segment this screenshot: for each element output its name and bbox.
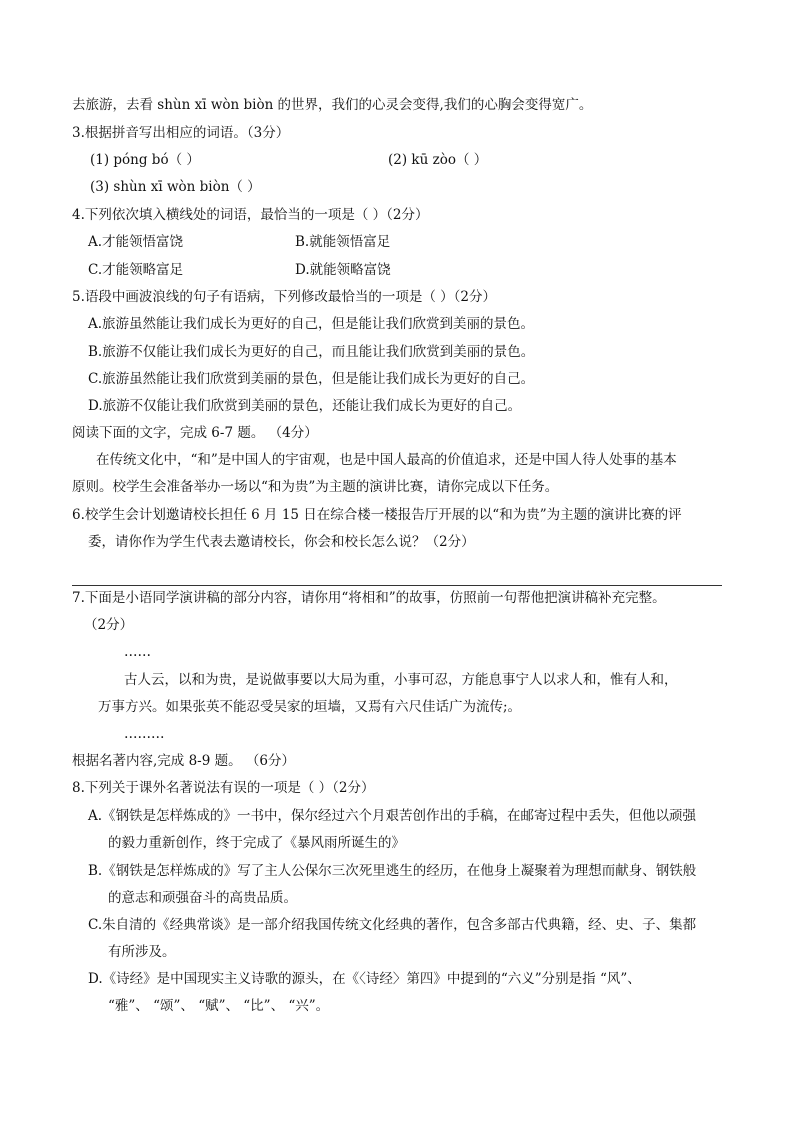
ellipsis-bottom: ………: [124, 726, 165, 742]
question-8-option-d-line-2: “雅”、 “颂”、 “赋”、 “比”、 “兴”。: [108, 998, 330, 1014]
question-7-line-1: 7.下面是小语同学演讲稿的部分内容，请你用“将相和”的故事，仿照前一句帮他把演讲稿补充完整。: [72, 590, 666, 606]
question-4-option-b: B.就能领悟富足: [295, 234, 391, 250]
question-5-option-a: A.旅游虽然能让我们成长为更好的自己，但是能让我们欣赏到美丽的景色。: [88, 316, 535, 332]
intro-line: 去旅游，去看 shùn xī wòn biòn 的世界，我们的心灵会变得,我们的心胸会变得宽广。: [72, 97, 593, 113]
question-3: 3.根据拼音写出相应的词语。（3分）: [72, 125, 290, 141]
question-5: 5.语段中画波浪线的句子有语病，下列修改最恰当的一项是（ ）（2分）: [72, 289, 497, 305]
question-5-option-c: C.旅游虽然能让我们欣赏到美丽的景色，但是能让我们成长为更好的自己。: [88, 371, 535, 387]
question-8-option-a-line-1: A.《钢铁是怎样炼成的》一书中，保尔经过六个月艰苦创作出的手稿，在邮寄过程中丢失，但他以顽强: [88, 808, 697, 824]
question-4: 4.下列依次填入横线处的词语，最恰当的一项是（ ）（2分）: [72, 207, 429, 223]
passage-line-2: 原则。校学生会准备举办一场以“和为贵”为主题的演讲比赛，请你完成以下任务。: [72, 479, 559, 495]
question-4-option-a: A.才能领悟富饶: [88, 234, 184, 250]
question-4-option-d: D.就能领略富饶: [295, 262, 391, 278]
answer-line: [72, 585, 722, 586]
question-4-option-c: C.才能领略富足: [88, 262, 184, 278]
passage-line-1: 在传统文化中，“和”是中国人的宇宙观，也是中国人最高的价值追求，还是中国人待人处事的基本: [96, 452, 677, 468]
question-6-line-2: 委，请你作为学生代表去邀请校长，你会和校长怎么说？（2分）: [88, 534, 475, 550]
question-5-option-b: B.旅游不仅能让我们成长为更好的自己，而且能让我们欣赏到美丽的景色。: [88, 344, 535, 360]
question-7-line-2: （2分）: [84, 617, 134, 633]
ellipsis-top: ……: [124, 644, 151, 660]
speech-line-2: 万事方兴。如果张英不能忍受吴家的垣墙，又焉有六尺佳话广为流传;。: [98, 699, 522, 715]
reading-8-9-heading: 根据名著内容,完成 8-9 题。 （6分）: [72, 753, 295, 769]
reading-6-7-heading: 阅读下面的文字，完成 6-7 题。 （4分）: [72, 425, 318, 441]
question-3-item-2: (2) kū zòo（ ）: [388, 152, 488, 168]
speech-line-1: 古人云，以和为贵，是说做事要以大局为重，小事可忍，方能息事宁人以求人和，惟有人和，: [124, 672, 678, 688]
question-8-option-c-line-2: 有所涉及。: [108, 944, 176, 960]
question-8-option-c-line-1: C.朱自清的《经典常谈》是一部介绍我国传统文化经典的著作，包含多部古代典籍，经、史、子、集都: [88, 917, 697, 933]
question-8: 8.下列关于课外名著说法有误的一项是（ ）（2分）: [72, 780, 375, 796]
question-8-option-b-line-2: 的意志和顽强奋斗的高贵品质。: [108, 890, 297, 906]
question-8-option-d-line-1: D.《诗经》是中国现实主义诗歌的源头，在《〈诗经〉第四》中提到的“六义”分别是指 “风”、: [88, 971, 641, 987]
question-8-option-a-line-2: 的毅力重新创作，终于完成了《暴风雨所诞生的》: [108, 835, 405, 851]
question-8-option-b-line-1: B.《钢铁是怎样炼成的》写了主人公保尔三次死里逃生的经历，在他身上凝聚着为理想而献身、钢铁般: [88, 863, 697, 879]
question-3-item-3: (3) shùn xī wòn biòn（ ）: [90, 179, 261, 195]
question-5-option-d: D.旅游不仅能让我们欣赏到美丽的景色，还能让我们成长为更好的自己。: [88, 398, 522, 414]
question-3-item-1: (1) póng bó（ ）: [90, 152, 200, 168]
question-6-line-1: 6.校学生会计划邀请校长担任 6 月 15 日在综合楼一楼报告厅开展的以“和为贵”为主题的演讲比赛的评: [72, 507, 682, 523]
